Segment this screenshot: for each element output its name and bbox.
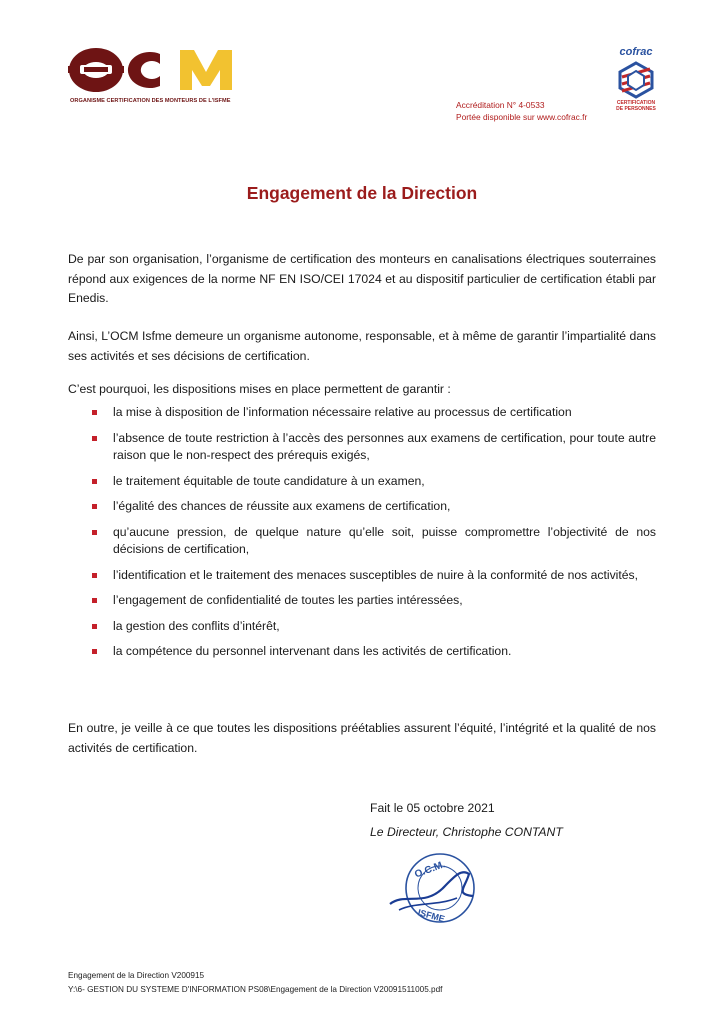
cofrac-caption-1: CERTIFICATION: [616, 100, 656, 106]
ocm-logo-tagline: ORGANISME CERTIFICATION DES MONTEURS DE L'ISFME: [70, 98, 231, 104]
bullet-square-icon: [92, 436, 97, 441]
accreditation-number: Accréditation N° 4-0533: [456, 100, 545, 110]
footer-file-path: Y:\6- GESTION DU SYSTEME D'INFORMATION PS08\Engagement de la Direction V20091511005.pdf: [68, 985, 443, 994]
list-item: qu’aucune pression, de quelque nature qu’elle soit, puisse compromettre l’objectivité de nos décisions de certification,: [68, 524, 656, 559]
paragraph-autonomy: Ainsi, L’OCM Isfme demeure un organisme autonome, responsable, et à même de garantir l’impartialité dans ses activités et ses décisions de certification.: [68, 329, 656, 363]
signature-name: Le Directeur, Christophe CONTANT: [370, 825, 563, 839]
document-title: Engagement de la Direction: [246, 183, 478, 203]
accreditation-scope-link: Portée disponible sur www.cofrac.fr: [456, 111, 588, 122]
bullet-square-icon: [92, 504, 97, 509]
footer-version: Engagement de la Direction V200915: [68, 971, 205, 980]
list-item: l’égalité des chances de réussite aux examens de certification,: [68, 498, 656, 516]
bullet-square-icon: [92, 410, 97, 415]
list-item: l’engagement de confidentialité de toutes les parties intéressées,: [68, 592, 656, 610]
list-item: la compétence du personnel intervenant dans les activités de certification.: [68, 643, 656, 661]
bullet-square-icon: [92, 624, 97, 629]
guarantees-list: [68, 404, 656, 669]
bullet-square-icon: [92, 530, 97, 535]
paragraph-closing: En outre, je veille à ce que toutes les dispositions préétablies assurent l’équité, l’intégrité et la qualité de nos activités de certification.: [68, 721, 656, 755]
cofrac-wordmark: cofrac: [619, 46, 653, 58]
paragraph-guarantees-lead: C’est pourquoi, les dispositions mises en place permettent de garantir :: [68, 382, 451, 396]
svg-text:ISFME: ISFME: [416, 907, 446, 925]
paragraph-intro: De par son organisation, l’organisme de certification des monteurs en canalisations électriques souterraines répond aux exigences de la norme NF EN ISO/CEI 17024 et au dispositif particulier de certification établi par Enedis.: [68, 252, 656, 305]
cofrac-caption-2: DE PERSONNES: [616, 106, 656, 112]
bullet-square-icon: [92, 649, 97, 654]
signature-date: Fait le 05 octobre 2021: [370, 801, 495, 815]
list-item: la mise à disposition de l’information nécessaire relative au processus de certification: [68, 404, 656, 422]
svg-text:O.C.M.: O.C.M.: [413, 859, 447, 881]
list-item: l’identification et le traitement des menaces susceptibles de nuire à la conformité de nos activités,: [68, 567, 656, 585]
list-item: le traitement équitable de toute candidature à un examen,: [68, 473, 656, 491]
list-item: l’absence de toute restriction à l’accès des personnes aux examens de certification, pour toute autre raison que le non-respect des prérequis exigés,: [68, 430, 656, 465]
cofrac-emblem-icon: [618, 61, 654, 104]
document-footer: [68, 969, 442, 997]
bullet-square-icon: [92, 479, 97, 484]
ocm-stamp-signature: [385, 848, 495, 933]
list-item: la gestion des conflits d’intérêt,: [68, 618, 656, 636]
bullet-square-icon: [92, 598, 97, 603]
cofrac-logo: [611, 46, 661, 121]
accreditation-info: [456, 100, 587, 123]
bullet-square-icon: [92, 573, 97, 578]
